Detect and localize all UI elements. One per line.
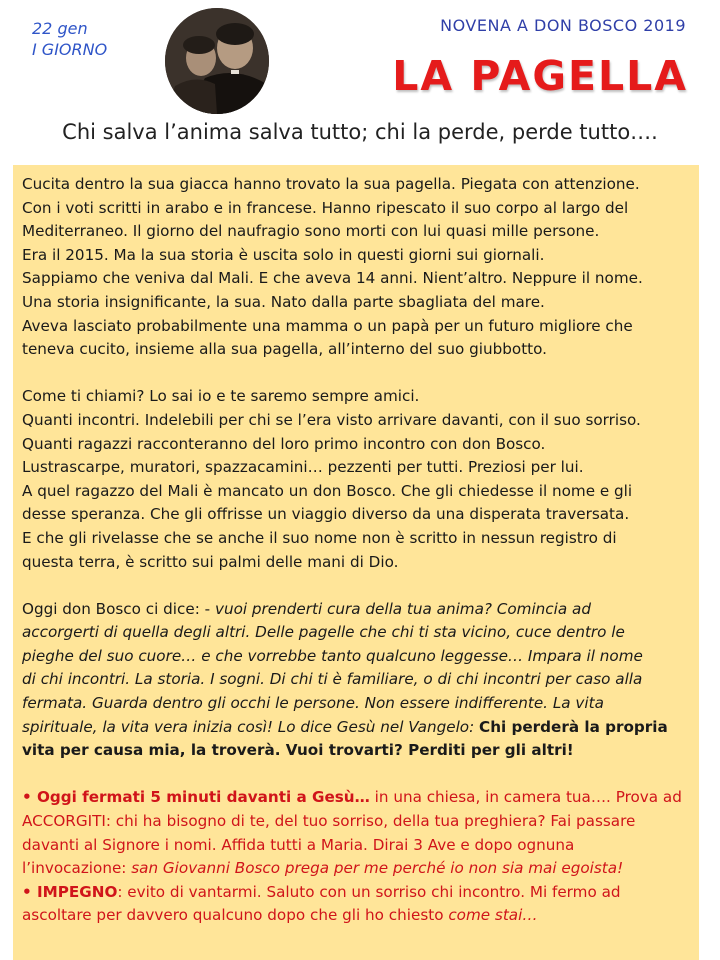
text-line: teneva cucito, insieme alla sua pagella, all’interno del suo giubbotto. xyxy=(22,340,547,359)
text-line: fermata. Guarda dentro gli occhi le persone. Non essere indifferente. La vita xyxy=(22,694,604,713)
text-box xyxy=(13,165,699,960)
action-bullet-title: • Oggi fermati 5 minuti davanti a Gesù… xyxy=(22,788,370,807)
date-day: 22 gen xyxy=(32,19,88,38)
page-subtitle: Chi salva l’anima salva tutto; chi la perde, perde tutto…. xyxy=(62,120,658,144)
action-text: : evito di vantarmi. Saluto con un sorriso chi incontro. Mi fermo ad xyxy=(117,882,621,901)
action-line xyxy=(22,904,699,928)
text-line: Lustrascarpe, muratori, spazzacamini… pezzenti per tutti. Preziosi per lui. xyxy=(22,458,584,477)
page-title: LA PAGELLA xyxy=(392,52,688,100)
text-line: Mediterraneo. Il giorno del naufragio sono morti con lui quasi mille persone. xyxy=(22,222,600,241)
text-line: Quanti incontri. Indelebili per chi se l’era visto arrivare davanti, con il suo sorriso. xyxy=(22,410,641,429)
photo-illustration xyxy=(165,8,269,114)
action-text: ascoltare per davvero qualcuno dopo che gli ho chiesto xyxy=(22,906,449,925)
action-line: ACCORGITI: chi ha bisogno di te, del tuo sorriso, della tua preghiera? Fai passare xyxy=(22,812,636,831)
invocation-text: san Giovanni Bosco prega per me perché io non sia mai egoista! xyxy=(131,859,624,878)
quote-intro: Oggi don Bosco ci dice: - xyxy=(22,599,215,618)
action-section xyxy=(22,786,699,928)
text-line: Era il 2015. Ma la sua storia è uscita solo in questi giorni sui giornali. xyxy=(22,245,545,264)
text-line xyxy=(22,716,699,740)
text-line: desse speranza. Che gli offrisse un viaggio diverso da una disperata traversata. xyxy=(22,505,630,524)
text-line: Aveva lasciato probabilmente una mamma o un papà per un futuro migliore che xyxy=(22,316,633,335)
action-line xyxy=(22,857,699,881)
text-line: A quel ragazzo del Mali è mancato un don Bosco. Che gli chiedesse il nome e gli xyxy=(22,481,633,500)
text-line: questa terra, è scritto sui palmi delle mani di Dio. xyxy=(22,552,399,571)
text-line: Con i voti scritti in arabo e in francese. Hanno ripescato il suo corpo al largo del xyxy=(22,198,629,217)
quote-italic: spirituale, la vita vera inizia così! Lo dice Gesù nel Vangelo: xyxy=(22,717,480,736)
date-block xyxy=(32,18,107,60)
gospel-quote: Chi perderà la propria xyxy=(479,717,668,736)
don-bosco-photo xyxy=(165,8,269,114)
quote-italic: vuoi prenderti cura della tua anima? Comincia ad xyxy=(214,599,591,618)
commitment-label: • IMPEGNO xyxy=(22,882,118,901)
text-line: pieghe del suo cuore… e che vorrebbe tanto qualcuno leggesse… Impara il nome xyxy=(22,646,643,665)
text-line: accorgerti di quella degli altri. Delle pagelle che chi ti sta vicino, cuce dentro le xyxy=(22,623,625,642)
action-line xyxy=(22,881,699,905)
text-line: Cucita dentro la sua giacca hanno trovato la sua pagella. Piegata con attenzione. xyxy=(22,175,640,193)
novena-header: NOVENA A DON BOSCO 2019 xyxy=(440,16,686,35)
text-line: Come ti chiami? Lo sai io e te saremo sempre amici. xyxy=(22,387,420,406)
action-line xyxy=(22,786,699,810)
gospel-quote: vita per causa mia, la troverà. Vuoi trovarti? Perditi per gli altri! xyxy=(22,741,574,760)
text-line: di chi incontri. La storia. I sogni. Di chi ti è familiare, o di chi incontri per caso alla xyxy=(22,670,643,689)
action-text: in una chiesa, in camera tua…. Prova ad xyxy=(369,788,682,807)
text-line: Quanti ragazzi racconteranno del loro primo incontro con don Bosco. xyxy=(22,434,546,453)
action-line: davanti al Signore i nomi. Affida tutti a Maria. Dirai 3 Ave e dopo ognuna xyxy=(22,835,575,854)
novena-day-label: I GIORNO xyxy=(32,40,108,59)
action-text: l’invocazione: xyxy=(22,859,132,878)
text-line: Una storia insignificante, la sua. Nato dalla parte sbagliata del mare. xyxy=(22,292,545,311)
action-italic: come stai… xyxy=(448,906,538,925)
text-line: E che gli rivelasse che se anche il suo nome non è scritto in nessun registro di xyxy=(22,528,617,547)
text-line xyxy=(22,598,699,622)
text-line: Sappiamo che veniva dal Mali. E che aveva 14 anni. Nient’altro. Neppure il nome. xyxy=(22,269,643,288)
